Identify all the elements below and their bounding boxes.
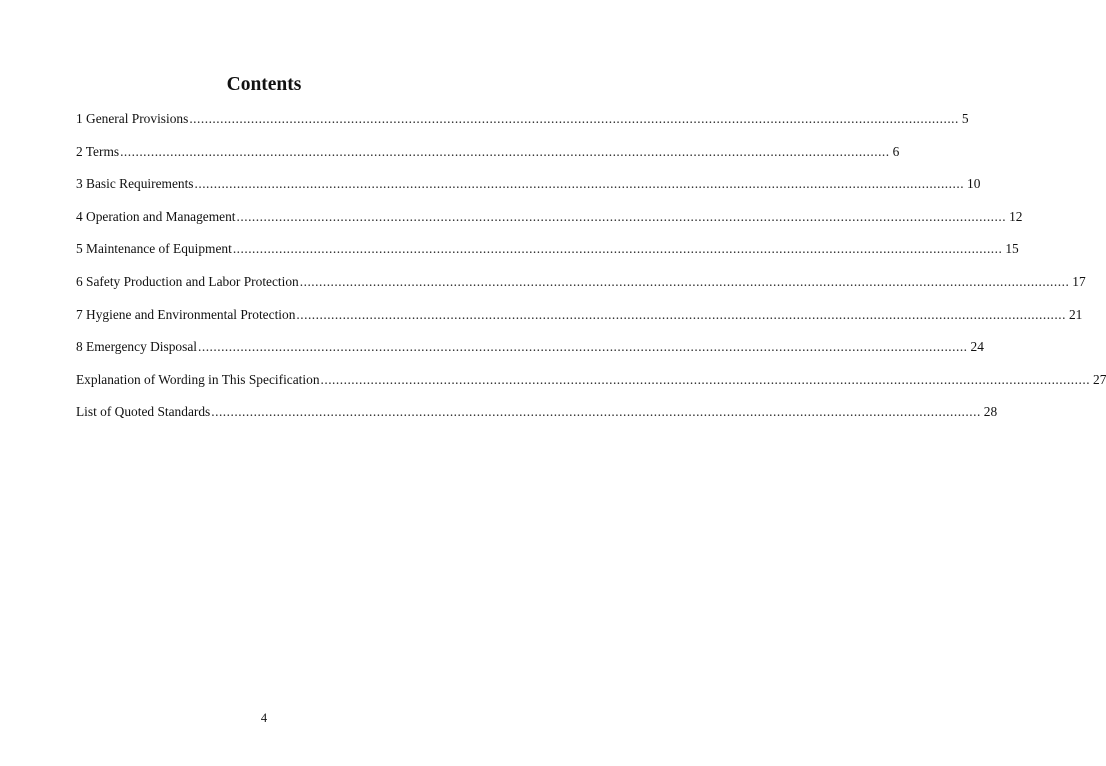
toc-leader-dots: ........................................................................................................................................................................................................ <box>232 241 1003 257</box>
toc-entry[interactable] <box>76 175 981 208</box>
toc-entry-page-number: 24 <box>970 339 984 355</box>
toc-entry[interactable] <box>76 338 984 371</box>
toc-leader-dots: ........................................................................................................................................................................................................ <box>120 143 890 159</box>
toc-entry-title: 4 Operation and Management <box>76 208 236 224</box>
toc-entry[interactable] <box>76 110 969 143</box>
toc-entry-page-number: 10 <box>967 176 981 192</box>
toc-entry-page-number: 6 <box>892 143 900 159</box>
toc-entry[interactable] <box>76 306 1083 339</box>
toc-entry[interactable] <box>76 240 1019 273</box>
toc-entry-title: 3 Basic Requirements <box>76 176 194 192</box>
toc-entry[interactable] <box>76 208 1023 241</box>
table-of-contents <box>76 110 1106 436</box>
toc-entry-title: 5 Maintenance of Equipment <box>76 241 232 257</box>
toc-entry-title: 2 Terms <box>76 143 120 159</box>
toc-entry[interactable] <box>76 143 900 176</box>
toc-entry-title: List of Quoted Standards <box>76 404 211 420</box>
toc-leader-dots: ........................................................................................................................................................................................................ <box>236 208 1007 224</box>
toc-entry-title: 8 Emergency Disposal <box>76 339 197 355</box>
toc-entry[interactable] <box>76 371 1106 404</box>
toc-leader-dots: ........................................................................................................................................................................................................ <box>189 111 959 126</box>
toc-leader-dots: ........................................................................................................................................................................................................ <box>198 339 968 355</box>
toc-leader-dots: ........................................................................................................................................................................................................ <box>299 273 1070 289</box>
toc-entry-title: Explanation of Wording in This Specification <box>76 371 320 387</box>
toc-entry[interactable] <box>76 273 1086 306</box>
toc-entry-title: 6 Safety Production and Labor Protection <box>76 273 299 289</box>
toc-entry-page-number: 17 <box>1072 273 1086 289</box>
page-title: Contents <box>226 74 302 95</box>
toc-entry-title: 1 General Provisions <box>76 111 189 126</box>
toc-entry-page-number: 12 <box>1009 208 1023 224</box>
toc-entry-title: 7 Hygiene and Environmental Protection <box>76 306 296 322</box>
toc-entry-page-number: 15 <box>1005 241 1019 257</box>
toc-entry-page-number: 28 <box>983 404 998 420</box>
toc-leader-dots: ........................................................................................................................................................................................................ <box>320 371 1091 387</box>
toc-entry-page-number: 27 <box>1093 371 1106 387</box>
toc-entry-page-number: 21 <box>1068 306 1083 322</box>
toc-entry[interactable] <box>76 403 998 436</box>
toc-leader-dots: ........................................................................................................................................................................................................ <box>296 306 1066 322</box>
toc-leader-dots: ........................................................................................................................................................................................................ <box>194 176 965 192</box>
toc-entry-page-number: 5 <box>961 111 969 126</box>
footer-page-number: 4 <box>260 711 268 725</box>
toc-leader-dots: ........................................................................................................................................................................................................ <box>211 404 981 420</box>
